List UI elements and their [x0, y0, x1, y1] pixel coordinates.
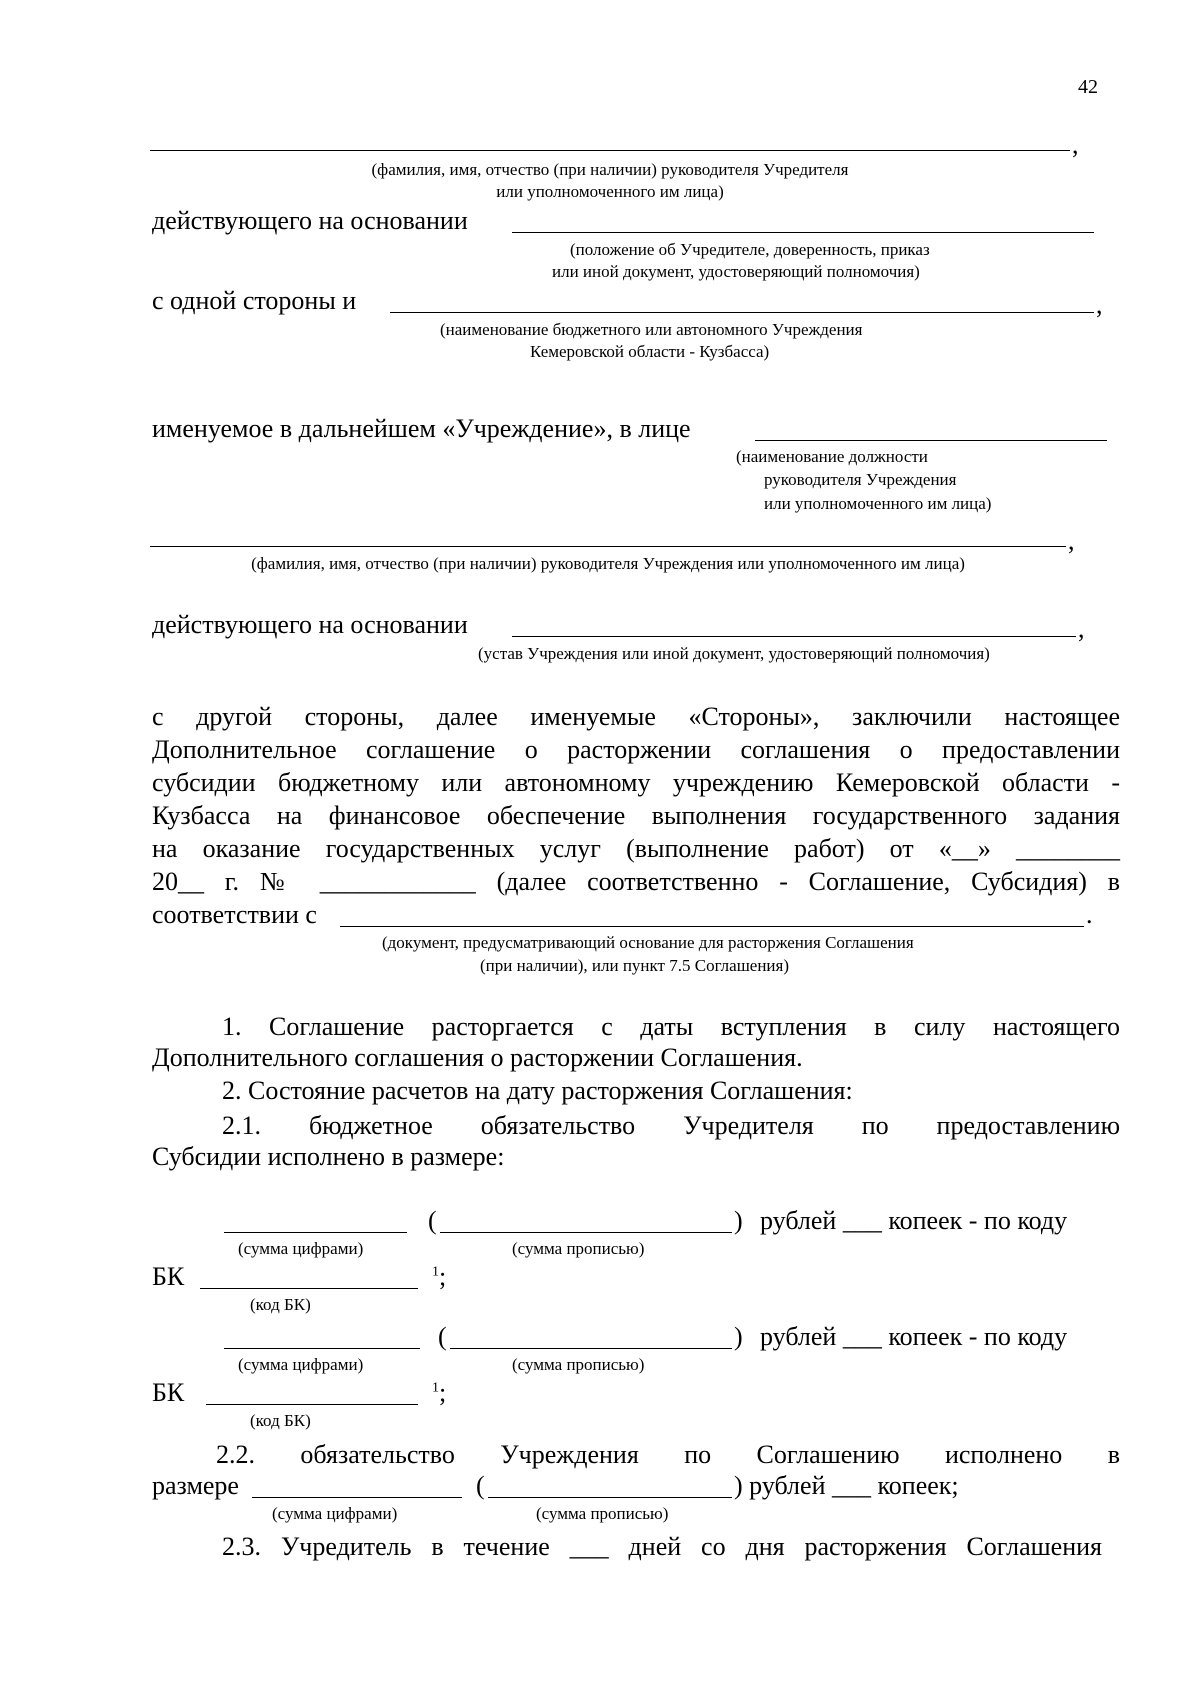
caption-founder-head-name-line2: или уполномоченного им лица): [496, 182, 724, 201]
paragraph-line: с другой стороны, далее именуемые «Стороны», заключили настоящее: [152, 702, 1120, 731]
paren-close: ): [734, 1206, 743, 1235]
item-2-2-line: 2.2. обязательство Учреждения по Соглашению исполнено в: [216, 1440, 1120, 1469]
item-2-3-line: 2.3. Учредитель в течение ___ дней со дня расторжения Соглашения: [222, 1532, 1102, 1561]
comma: ,: [1096, 290, 1103, 319]
footnote-1: 1: [432, 1380, 439, 1396]
caption-termination-basis-line1: (документ, предусматривающий основание для расторжения Соглашения: [382, 933, 914, 952]
comma: ,: [1068, 526, 1075, 555]
item-1-line: 1. Соглашение расторгается с даты вступления в силу настоящего: [222, 1012, 1120, 1041]
fill-line-founder-basis[interactable]: [512, 232, 1094, 233]
footnote-ref: [432, 1262, 446, 1292]
fill-line-termination-basis[interactable]: [340, 926, 1084, 927]
size-label: размере: [152, 1471, 239, 1500]
caption-founder-basis-line1: (положение об Учредителе, доверенность, приказ: [570, 240, 930, 259]
fill-line-sum-words[interactable]: [450, 1348, 732, 1349]
bk-label: БК: [152, 1262, 185, 1291]
caption-sum-digits: (сумма цифрами): [238, 1239, 364, 1258]
paragraph-line: на оказание государственных услуг (выполнение работ) от «__» ________: [152, 834, 1120, 863]
period: .: [1086, 900, 1093, 929]
caption-bk-code: (код БК): [250, 1411, 311, 1430]
caption-sum-words: (сумма прописью): [536, 1504, 669, 1523]
semicolon: ;: [439, 1378, 447, 1407]
comma: ,: [1078, 614, 1085, 643]
caption-institution-head-name: (фамилия, имя, отчество (при наличии) руководителя Учреждения или уполномоченного им лица): [251, 554, 965, 573]
acting-basis-label: действующего на основании: [152, 206, 468, 235]
item-2-1-line: 2.1. бюджетное обязательство Учредителя по предоставлению: [222, 1111, 1120, 1140]
caption-termination-basis-line2: (при наличии), или пункт 7.5 Соглашения): [480, 956, 790, 975]
item-1-line: Дополнительного соглашения о расторжении Соглашения.: [152, 1043, 803, 1072]
comma: ,: [1072, 130, 1079, 159]
item-2-line: 2. Состояние расчетов на дату расторжения Соглашения:: [222, 1076, 853, 1105]
caption-institution-basis: (устав Учреждения или иной документ, удостоверяющий полномочия): [478, 644, 990, 663]
caption-founder-basis-line2: или иной документ, удостоверяющий полномочия): [552, 262, 920, 281]
paren-open: (: [428, 1206, 437, 1235]
caption-bk-code: (код БК): [250, 1295, 311, 1314]
paragraph-line: 20__ г. № ____________ (далее соответственно - Соглашение, Субсидия) в: [152, 867, 1120, 896]
acting-basis-label-2: действующего на основании: [152, 610, 468, 639]
caption-sum-words: (сумма прописью): [512, 1355, 645, 1374]
caption-founder-head-name-line1: (фамилия, имя, отчество (при наличии) руководителя Учредителя: [371, 160, 849, 179]
fill-line-bk-code[interactable]: [206, 1404, 418, 1405]
fill-line-bk-code[interactable]: [200, 1288, 418, 1289]
caption-head-position-line1: (наименование должности: [736, 447, 928, 466]
footnote-1: 1: [432, 1264, 439, 1280]
fill-line-sum-words[interactable]: [440, 1232, 732, 1233]
semicolon: ;: [439, 1262, 447, 1291]
item-2-1-line: Субсидии исполнено в размере:: [152, 1142, 505, 1171]
caption-head-position-line2: руководителя Учреждения: [764, 470, 957, 489]
rubles-kopecks-end: ) рублей ___ копеек;: [734, 1471, 959, 1500]
fill-line-sum-digits[interactable]: [224, 1348, 420, 1349]
fill-line-sum-words[interactable]: [488, 1497, 732, 1498]
fill-line-institution-name[interactable]: [390, 312, 1094, 313]
paragraph-line: Дополнительное соглашение о расторжении соглашения о предоставлении: [152, 735, 1120, 764]
paragraph-line: Кузбасса на финансовое обеспечение выполнения государственного задания: [152, 801, 1120, 830]
paragraph-line: субсидии бюджетному или автономному учреждению Кемеровской области -: [152, 768, 1120, 797]
one-side-label: с одной стороны и: [152, 286, 357, 315]
caption-sum-digits: (сумма цифрами): [272, 1504, 398, 1523]
rubles-kopecks-text: рублей ___ копеек - по коду: [760, 1206, 1068, 1235]
page-number: 42: [1078, 76, 1098, 98]
fill-line-head-position[interactable]: [755, 440, 1107, 441]
paren-open: (: [438, 1322, 447, 1351]
fill-line-founder-head-name[interactable]: [150, 150, 1070, 151]
fill-line-institution-basis[interactable]: [512, 636, 1076, 637]
paragraph-line-label: соответствии с: [152, 900, 317, 929]
rubles-kopecks-text: рублей ___ копеек - по коду: [760, 1322, 1068, 1351]
caption-head-position-line3: или уполномоченного им лица): [764, 494, 992, 513]
fill-line-sum-digits[interactable]: [224, 1232, 407, 1233]
named-institution-label: именуемое в дальнейшем «Учреждение», в лице: [152, 414, 691, 443]
caption-sum-words: (сумма прописью): [512, 1239, 645, 1258]
paren-open: (: [476, 1471, 485, 1500]
fill-line-institution-head-name[interactable]: [150, 546, 1066, 547]
caption-institution-name-line1: (наименование бюджетного или автономного Учреждения: [440, 320, 863, 339]
caption-sum-digits: (сумма цифрами): [238, 1355, 364, 1374]
footnote-ref: [432, 1378, 446, 1408]
bk-label: БК: [152, 1378, 185, 1407]
paren-close: ): [734, 1322, 743, 1351]
caption-institution-name-line2: Кемеровской области - Кузбасса): [530, 342, 770, 361]
fill-line-sum-digits[interactable]: [252, 1497, 462, 1498]
